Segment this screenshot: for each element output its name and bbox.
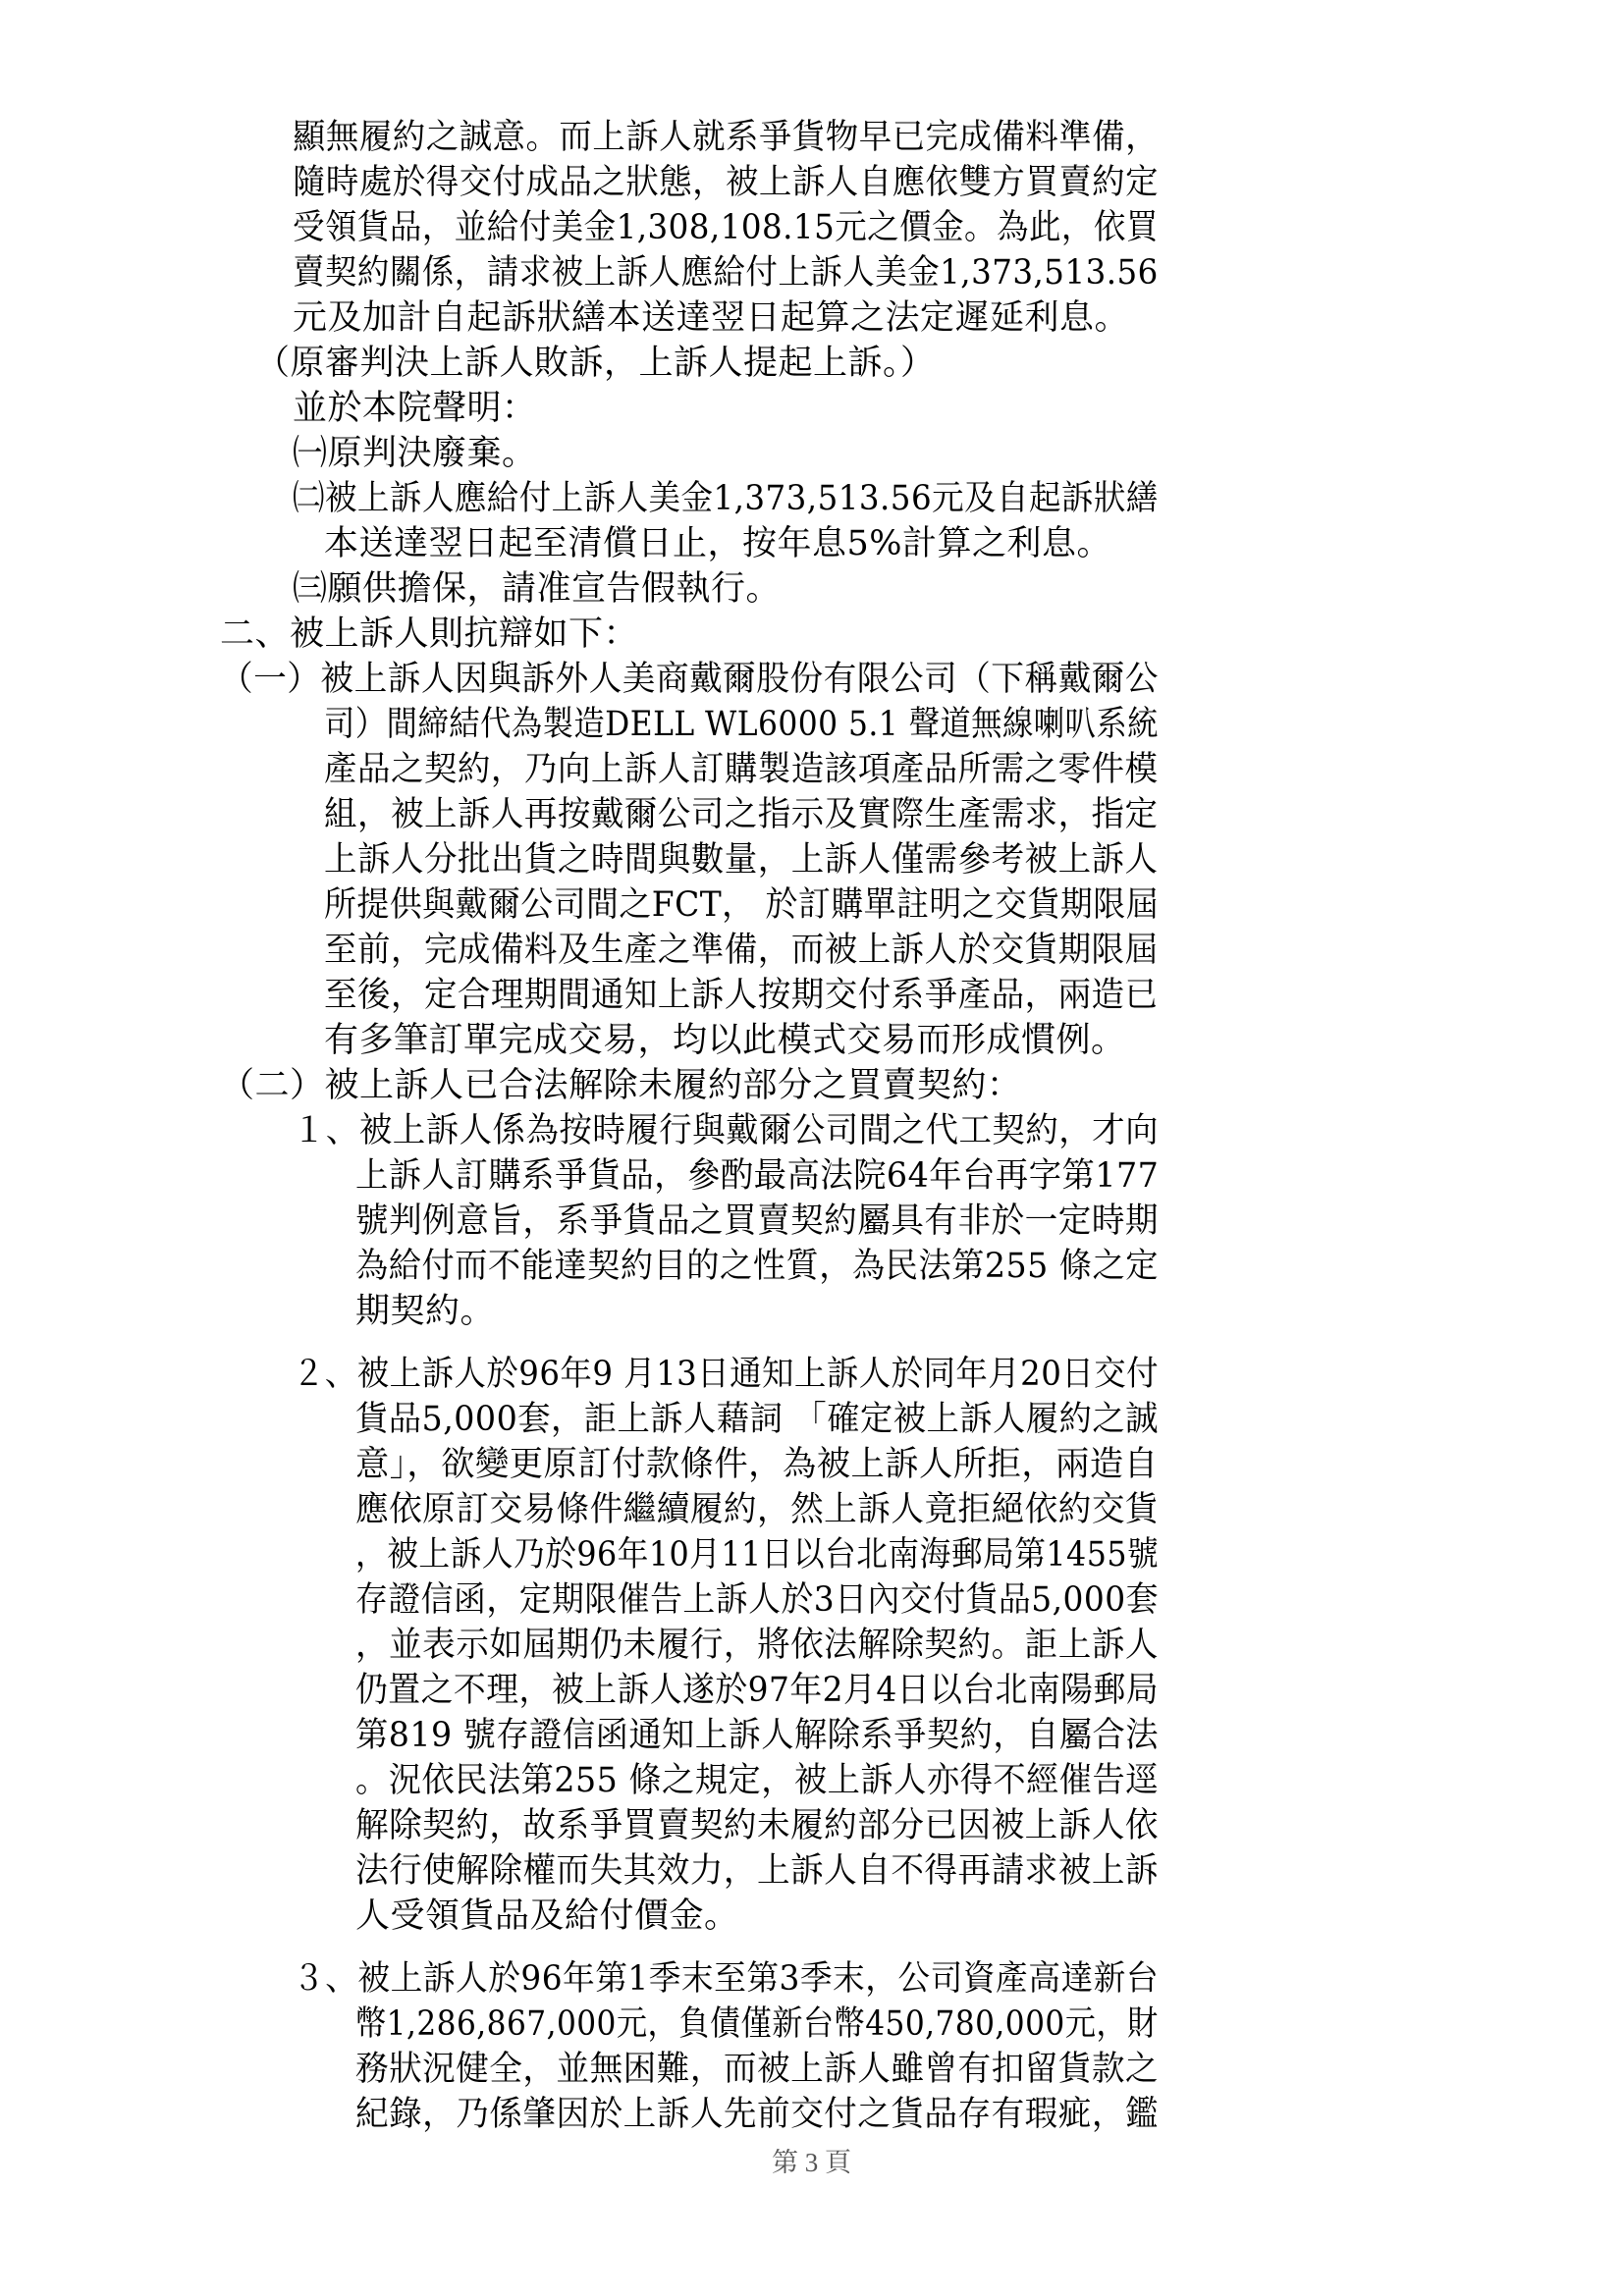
- claim-item-1: ㈠原判決廢棄。: [293, 434, 537, 473]
- item-3-line-4: 紀錄，乃係肇因於上訴人先前交付之貨品存有瑕疵，鑑: [355, 2095, 1160, 2134]
- item-2-line-2: 貨品5,000套，詎上訴人藉詞 「確定被上訴人履約之誠: [355, 1400, 1159, 1439]
- item-2-line-6: 存證信函，定期限催告上訴人於3日內交付貨品5,000套: [355, 1580, 1160, 1620]
- body-line-2: 隨時處於得交付成品之狀態，被上訴人自應依雙方買賣約定: [293, 163, 1160, 202]
- claim-item-2: ㈡被上訴人應給付上訴人美金1,373,513.56元及自起訴狀繕: [293, 479, 1159, 518]
- subsection-1-line-3: 產品之契約，乃向上訴人訂購製造該項產品所需之零件模: [324, 750, 1159, 789]
- subsection-1-line-4: 組，被上訴人再按戴爾公司之指示及實際生產需求，指定: [324, 795, 1159, 834]
- subsection-1-line-2: 司）間締結代為製造DELL WL6000 5.1 聲道無線喇叭系統: [324, 705, 1159, 744]
- subsection-1-line-7: 至前，完成備料及生產之準備，而被上訴人於交貨期限屆: [324, 931, 1159, 970]
- item-1-line-2: 上訴人訂購系爭貨品，參酌最高法院64年台再字第177: [355, 1156, 1160, 1196]
- subsection-1-line-9: 有多筆訂單完成交易，均以此模式交易而形成慣例。: [324, 1021, 1126, 1060]
- body-line-4: 賣契約關係，請求被上訴人應給付上訴人美金1,373,513.56: [293, 253, 1159, 293]
- claim-item-3: ㈢願供擔保，請准宣告假執行。: [293, 569, 782, 609]
- item-2-line-5: ，被上訴人乃於96年10月11日以台北南海郵局第1455號: [355, 1535, 1160, 1575]
- item-2-line-10: 。況依民法第255 條之規定，被上訴人亦得不經催告逕: [355, 1761, 1159, 1800]
- subsection-1-line-5: 上訴人分批出貨之時間與數量，上訴人僅需參考被上訴人: [324, 840, 1159, 880]
- subsection-1-line-1: （一）被上訴人因與訴外人美商戴爾股份有限公司（下稱戴爾公: [220, 660, 1160, 699]
- body-line-1: 顯無履約之誠意。而上訴人就系爭貨物早已完成備料準備，: [293, 118, 1160, 157]
- subsection-1-line-6: 所提供與戴爾公司間之FCT， 於訂購單註明之交貨期限屆: [324, 885, 1160, 925]
- body-line-6: （原審判決上訴人敗訴，上訴人提起上訴。）: [255, 344, 936, 383]
- item-1-line-3: 號判例意旨，系爭貨品之買賣契約屬具有非於一定時期: [355, 1201, 1160, 1241]
- item-2-line-3: 意」，欲變更原訂付款條件，為被上訴人所拒，兩造自: [355, 1445, 1159, 1484]
- item-2-line-11: 解除契約，故系爭買賣契約未履約部分已因被上訴人依: [355, 1806, 1160, 1845]
- item-2-line-8: 仍置之不理，被上訴人遂於97年2月4日以台北南陽郵局: [355, 1671, 1160, 1710]
- item-3-line-3: 務狀況健全，並無困難，而被上訴人雖曾有扣留貨款之: [355, 2050, 1160, 2089]
- body-line-7: 並於本院聲明：: [293, 389, 537, 428]
- subsection-2-heading: （二）被上訴人已合法解除未履約部分之買賣契約：: [220, 1066, 1022, 1105]
- page-number: 第 3 頁: [772, 2148, 851, 2177]
- item-2-line-13: 人受領貨品及給付價金。: [355, 1896, 739, 1936]
- item-2-line-4: 應依原訂交易條件繼續履約，然上訴人竟拒絕依約交貨: [355, 1490, 1160, 1529]
- item-1-line-1: １、被上訴人係為按時履行與戴爾公司間之代工契約，才向: [293, 1111, 1160, 1150]
- section-heading-2: 二、被上訴人則抗辯如下：: [220, 614, 639, 654]
- item-3-line-2: 幣1,286,867,000元，負債僅新台幣450,780,000元，財: [355, 2004, 1159, 2044]
- item-2-line-9: 第819 號存證信函通知上訴人解除系爭契約，自屬合法: [355, 1716, 1159, 1755]
- body-line-3: 受領貨品，並給付美金1,308,108.15元之價金。為此，依買: [293, 208, 1159, 247]
- item-2-line-12: 法行使解除權而失其效力，上訴人自不得再請求被上訴: [355, 1851, 1160, 1891]
- item-1-line-4: 為給付而不能達契約目的之性質，為民法第255 條之定: [355, 1247, 1159, 1286]
- subsection-1-line-8: 至後，定合理期間通知上訴人按期交付系爭產品，兩造已: [324, 976, 1159, 1015]
- item-1-line-5: 期契約。: [355, 1292, 496, 1331]
- item-3-line-1: ３、被上訴人於96年第1季末至第3季末，公司資產高達新台: [293, 1959, 1160, 1999]
- body-line-5: 元及加計自起訴狀繕本送達翌日起算之法定遲延利息。: [293, 298, 1130, 338]
- claim-item-2-cont: 本送達翌日起至清償日止，按年息5%計算之利息。: [324, 524, 1112, 563]
- item-2-line-1: ２、被上訴人於96年9 月13日通知上訴人於同年月20日交付: [293, 1355, 1160, 1394]
- item-2-line-7: ，並表示如屆期仍未履行，將依法解除契約。詎上訴人: [355, 1626, 1160, 1665]
